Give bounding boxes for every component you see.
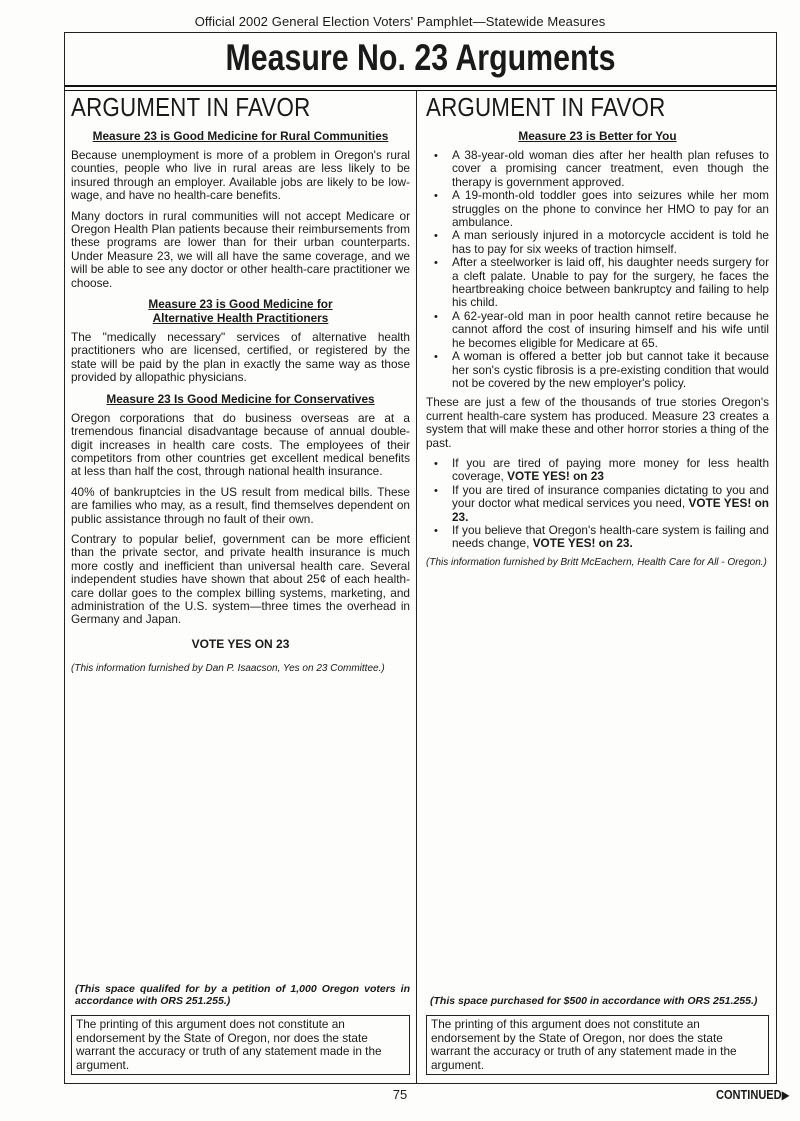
right-disclaimer: The printing of this argument does not constitute an endorsement by the State of Oregon, nor does the state warrant the accuracy or truth of any statement made in the argument. (426, 1015, 769, 1075)
left-argument (65, 91, 417, 1083)
continued-text: CONTINUED (716, 1087, 783, 1102)
right-heading: ARGUMENT IN FAVOR (426, 92, 666, 122)
left-subhead-rural: Measure 23 is Good Medicine for Rural Communities (92, 129, 389, 143)
list-item (444, 484, 769, 524)
page-title: Measure No. 23 Arguments (225, 37, 616, 78)
running-head: Official 2002 General Election Voters' Pamphlet—Statewide Measures (194, 14, 606, 29)
left-disclaimer: The printing of this argument does not constitute an endorsement by the State of Oregon, nor does the state warrant the accuracy or truth of any statement made in the argument. (71, 1015, 410, 1075)
left-subhead-alt-line1: Measure 23 is Good Medicine for (148, 297, 333, 312)
list-item: • A 62-year-old man in poor health cannot retire because he cannot afford the cost of insuring himself and his wife until he becomes eligible for Medicare at 65. (444, 310, 769, 350)
left-footer (71, 983, 410, 1075)
list-item (444, 457, 769, 484)
right-paragraph: These are just a few of the thousands of true stories Oregon's current health-care system has produced. Measure 23 creates a system that will make these and other horror stories a thing of the past. (426, 395, 769, 450)
call-text: If you are tired of insurance companies dictating to you and your doctor what medical services you need, (452, 482, 769, 511)
list-item: • After a steelworker is laid off, his daughter needs surgery for a cleft palate. Unable to pay for the surgery, he faces the heartbreaking choice between bankruptcy and failing to help his child. (444, 256, 769, 310)
left-subhead-alternative (71, 297, 410, 325)
list-item: • A woman is offered a better job but cannot take it because her son's cystic fibrosis is a pre-existing condition that would not be covered by the new employer's policy. (444, 350, 769, 390)
stories-list (426, 149, 769, 390)
call-bold: VOTE YES! on 23. (532, 536, 633, 551)
continued-arrow-icon: ▶ (782, 1088, 790, 1102)
list-item: • A 19-month-old toddler goes into seizures while her mom struggles on the phone to convince her HMO to pay for an ambulance. (444, 189, 769, 229)
left-credit: (This information furnished by Dan P. Isaacson, Yes on 23 Committee.) (71, 662, 385, 674)
left-paragraph: Oregon corporations that do business overseas are at a tremendous financial disadvantage because of annual double-digit increases in health care costs. The employees of their competitors from other countries get excellent medical benefits at less than half the cost, through national health insurance. (71, 410, 410, 479)
list-item (444, 524, 769, 551)
left-paragraph: The "medically necessary" services of alternative health practitioners who are licensed, certified, or registered by the state will be paid by the plan in exactly the same way as those provided by allopathic physicians. (71, 330, 410, 385)
right-qualify-note: (This space purchased for $500 in accordance with ORS 251.255.) (430, 995, 758, 1008)
left-subhead-alt-line2: Alternative Health Practitioners (152, 311, 329, 326)
left-paragraph: 40% of bankruptcies in the US result from medical bills. These are families who may, as a result, find themselves dependent on public assistance through no fault of their own. (71, 484, 410, 526)
right-credit: (This information furnished by Britt McEachern, Health Care for All - Oregon.) (426, 556, 767, 568)
continued-label (716, 1087, 790, 1102)
left-paragraph: Contrary to popular belief, government can be more efficient than the private sector, and private health insurance is much more costly and inefficient than universal health care. Several independent studies have shown that about 25¢ of each health-care dollar goes to the complex billing systems, marketing, and administration of the U.S. system—three times the overhead in Germany and Japan. (71, 531, 410, 627)
right-subhead: Measure 23 is Better for You (518, 129, 677, 143)
call-bold: VOTE YES! on 23 (507, 469, 604, 484)
left-vote-line: VOTE YES ON 23 (191, 636, 290, 651)
left-qualify-note: (This space qualifed for by a petition of 1,000 Oregon voters in accordance with ORS 251.255.) (75, 983, 410, 1008)
list-item: • A 38-year-old woman dies after her health plan refuses to cover a promising cancer treatment, even though the therapy is government approved. (444, 149, 769, 189)
left-paragraph: Because unemployment is more of a problem in Oregon's rural counties, people who live in rural areas are less likely to be insured through an employer. Available jobs are likely to be low-wage, and have no health-care benefits. (71, 148, 410, 203)
list-item: • A man seriously injured in a motorcycle accident is told he has to pay for six weeks of traction himself. (444, 229, 769, 256)
left-heading: ARGUMENT IN FAVOR (71, 92, 311, 122)
left-subhead-conservatives: Measure 23 Is Good Medicine for Conservatives (106, 391, 375, 406)
right-footer (426, 995, 769, 1075)
page-number: 75 (392, 1087, 408, 1102)
calls-list (426, 457, 769, 551)
call-bold: VOTE YES! on 23. (452, 496, 769, 524)
call-text: If you believe that Oregon's health-care system is failing and needs change, (452, 522, 769, 551)
call-text: If you are tired of paying more money for less health coverage, (452, 455, 769, 484)
right-argument (420, 91, 775, 1083)
page-frame (64, 32, 777, 1084)
left-paragraph: Many doctors in rural communities will not accept Medicare or Oregon Health Plan patients because their reimbursements from these programs are lower than for their urban counterparts. Under Measure 23, we will all have the same coverage, and we will be able to see any doctor or other health-care practitioner we choose. (71, 208, 410, 290)
